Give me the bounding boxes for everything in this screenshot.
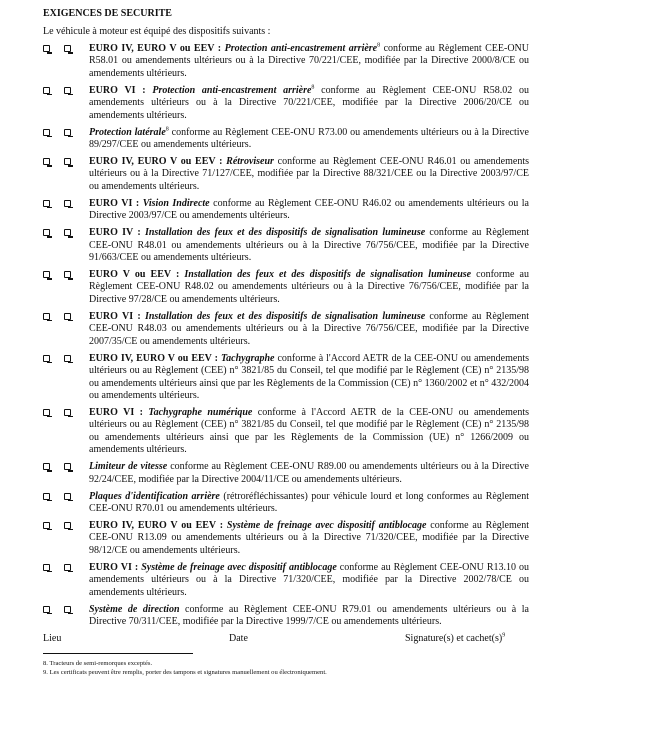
requirement-text (89, 562, 529, 599)
section-title: EXIGENCES DE SECURITE (43, 8, 172, 19)
checkbox-group (43, 127, 89, 152)
regulation-text: conforme au Règlement CEE-ONU R79.01 ou amendements ultérieurs ou à la Directive 70/311/CEE, modifiée par la Directive 1999/7/CE ou amendements ultérieurs. (89, 603, 529, 627)
requirement-text (89, 520, 529, 557)
regulation-text: conforme au Règlement CEE-ONU R13.09 ou amendements ultérieurs ou à la Directive 71/320/CEE, modifiée par la Directive 98/12/CE ou amendements ultérieurs. (89, 519, 529, 556)
footnote-8: 8. Tracteurs de semi-remorques exceptés. (43, 660, 153, 667)
euro-class: EURO VI : (89, 197, 143, 209)
checkbox-icon[interactable] (43, 409, 50, 416)
requirement-text (89, 127, 529, 152)
device-name: Vision Indirecte (142, 197, 210, 209)
euro-class: EURO VI : (89, 561, 142, 573)
requirement-item (43, 43, 529, 80)
requirement-item (43, 604, 529, 629)
checkbox-group (43, 198, 89, 223)
device-name: Rétroviseur (226, 156, 274, 168)
signature-label: Signature(s) et $cachet(s)^9$ (405, 632, 506, 644)
checkbox-icon[interactable] (43, 463, 50, 470)
euro-class: EURO IV, EURO V ou EEV : (89, 519, 227, 531)
device-name: Limiteur de vitesse (89, 461, 168, 473)
device-name: Plaques d'identification arrière (89, 490, 220, 502)
document-page (43, 8, 529, 645)
checkbox-icon[interactable] (64, 463, 71, 470)
requirement-item (43, 461, 529, 486)
requirement-item (43, 156, 529, 193)
euro-class: EURO VI : (89, 310, 145, 322)
checkbox-icon[interactable] (64, 355, 71, 362)
euro-class: EURO V ou EEV : (89, 269, 185, 281)
checkbox-icon[interactable] (43, 493, 50, 500)
device-name: Tachygraphe (220, 352, 275, 364)
checkbox-icon[interactable] (64, 87, 71, 94)
euro-class: EURO VI : (89, 84, 153, 96)
signature-row (43, 633, 529, 645)
device-name: Installation des feux et des dispositifs de signalisation lumineuse (144, 227, 426, 239)
checkbox-group (43, 491, 89, 516)
regulation-text: conforme au Règlement CEE-ONU R13.10 ou amendements ultérieurs ou à la Directive 71/320/CEE, modifiée par la Directive 2002/78/CE ou amendements ultérieurs. (89, 561, 529, 598)
regulation-text: (rétroréfléchissantes) pour véhicule lourd et long conformes au Règlement CEE-ONU R70.01 ou amendements ultérieurs. (89, 490, 530, 514)
regulation-text: conforme au Règlement CEE-ONU R48.02 ou amendements ultérieurs ou à la Directive 76/756/CEE, modifiée par la Directive 97/28/CE ou amendements ultérieurs. (89, 269, 529, 305)
place-label: Lieu (43, 632, 62, 644)
requirement-item (43, 311, 529, 348)
checkbox-group (43, 562, 89, 599)
device-name: Système de freinage avec dispositif antiblocage (141, 561, 337, 573)
checkbox-icon[interactable] (43, 313, 50, 320)
requirement-item (43, 227, 529, 264)
checkbox-group (43, 461, 89, 486)
regulation-text: conforme à l'Accord AETR de la CEE-ONU ou amendements ultérieurs ou au Règlement (CEE) n° 3821/85 du Conseil, tel que modifié par le Règlement (CE) n° 2135/98 ou amendements ultérieurs ainsi que par les Règlements de la Commission (UE) n° 1266/2009 ou amendements ultérieurs. (89, 406, 529, 456)
device-name: Système de freinage avec dispositif antiblocage (226, 519, 427, 531)
regulation-text: conforme au Règlement CEE-ONU R48.03 ou amendements ultérieurs ou à la Directive 76/756/CEE, modifiée par la Directive 2007/35/CE ou amendements ultérieurs. (89, 310, 530, 347)
device-name: Protection anti-encastrement arrière (224, 43, 378, 54)
regulation-text: conforme au Règlement CEE-ONU R73.00 ou amendements ultérieurs ou à la Directive 89/297/CEE ou amendements ultérieurs. (89, 126, 529, 151)
checkbox-icon[interactable] (43, 229, 50, 236)
euro-class: EURO IV : (89, 227, 145, 239)
checkbox-icon[interactable] (64, 606, 71, 613)
requirement-text (89, 198, 529, 223)
euro-class: EURO IV, EURO V ou EEV : (89, 156, 227, 168)
checkbox-group (43, 353, 89, 403)
device-name: Installation des feux et des dispositifs de signalisation lumineuse (144, 310, 426, 322)
footnote-ref: 8 (165, 126, 169, 133)
checkbox-group (43, 311, 89, 348)
euro-class: EURO IV, EURO V ou EEV : (89, 43, 225, 54)
checkbox-icon[interactable] (43, 45, 50, 52)
checkbox-icon[interactable] (43, 564, 50, 571)
footnote-divider (43, 653, 193, 654)
checkbox-group (43, 85, 89, 122)
requirement-item (43, 520, 529, 557)
checkbox-group (43, 43, 89, 80)
requirement-text (89, 227, 529, 264)
requirement-text (89, 461, 529, 486)
regulation-text: conforme à l'Accord AETR de la CEE-ONU ou amendements ultérieurs ou au Règlement (CEE) n° 3821/85 du Conseil, tel que modifié par le Règlement (CE) n° 2135/98 ou amendements ultérieurs ainsi que par les Règlements de la Commission (CE) n° 1360/2002 et n° 432/2004 ou amendements ultérieurs. (89, 352, 529, 401)
regulation-text: conforme au Règlement CEE-ONU R46.02 ou amendements ultérieurs ou la Directive 2003/97/CE ou amendements ultérieurs. (89, 197, 529, 222)
footnote-ref: 8 (377, 42, 381, 49)
regulation-text: conforme au Règlement CEE-ONU R58.01 ou amendements ultérieurs ou à la Directive 70/221/CEE, modifiée par la Directive 2000/8/CE ou amendements ultérieurs. (89, 43, 529, 79)
requirements-list (43, 43, 529, 628)
regulation-text: conforme au Règlement CEE-ONU R89.00 ou amendements ultérieurs ou à la Directive 92/24/CEE, modifiée par la Directive 2004/11/CE ou amendements ultérieurs. (89, 461, 529, 485)
requirement-item (43, 127, 529, 152)
device-name: Tachygraphe numérique (148, 406, 253, 418)
checkbox-icon[interactable] (43, 129, 50, 136)
requirement-text (89, 156, 529, 193)
requirement-item (43, 562, 529, 599)
requirement-text (89, 85, 529, 122)
regulation-text: conforme au Règlement CEE-ONU R46.01 ou amendements ultérieurs ou à la Directive 71/127/CEE, modifiée par la Directive 88/321/CEE ou la Directive 2003/97/CE ou amendements ultérieurs. (89, 156, 529, 192)
checkbox-icon[interactable] (64, 158, 71, 165)
footnote-9: 9. Les certificats peuvent être remplis, porter des tampons et signatures manuellement ou électroniquement. (43, 669, 327, 676)
euro-class: EURO IV, EURO V ou EEV : (89, 352, 221, 364)
checkbox-icon[interactable] (43, 87, 50, 94)
requirement-text (89, 311, 529, 348)
device-name: Protection latérale (89, 126, 166, 138)
checkbox-icon[interactable] (64, 564, 71, 571)
checkbox-icon[interactable] (64, 200, 71, 207)
requirement-text (89, 491, 529, 516)
checkbox-group (43, 407, 89, 457)
checkbox-icon[interactable] (43, 158, 50, 165)
checkbox-icon[interactable] (64, 493, 71, 500)
requirement-item (43, 198, 529, 223)
regulation-text: conforme au Règlement CEE-ONU R58.02 ou amendements ultérieurs ou à la Directive 70/221/CEE, modifiée par la Directive 2006/20/CE ou amendements ultérieurs. (89, 84, 529, 121)
checkbox-icon[interactable] (64, 522, 71, 529)
checkbox-group (43, 227, 89, 264)
intro-text: Le véhicule à moteur est équipé des dispositifs suivants : (43, 26, 271, 37)
checkbox-icon[interactable] (43, 606, 50, 613)
checkbox-group (43, 269, 89, 306)
checkbox-icon[interactable] (64, 45, 71, 52)
requirement-item (43, 407, 529, 457)
checkbox-icon[interactable] (64, 271, 71, 278)
requirement-text (89, 353, 529, 403)
requirement-text (89, 43, 529, 80)
requirement-item (43, 491, 529, 516)
checkbox-icon[interactable] (43, 200, 50, 207)
requirement-item (43, 353, 529, 403)
regulation-text: conforme au Règlement CEE-ONU R48.01 ou amendements ultérieurs ou à la Directive 76/756/CEE, modifiée par la Directive 91/663/CEE ou amendements ultérieurs. (89, 227, 530, 264)
requirement-text (89, 407, 529, 457)
checkbox-icon[interactable] (64, 229, 71, 236)
checkbox-icon[interactable] (64, 313, 71, 320)
device-name: Protection anti-encastrement arrière (152, 84, 312, 96)
device-name: Système de direction (89, 603, 180, 615)
checkbox-icon[interactable] (43, 522, 50, 529)
device-name: Installation des feux et des dispositifs de signalisation lumineuse (184, 269, 472, 281)
euro-class: EURO VI : (89, 406, 149, 418)
requirement-text (89, 269, 529, 306)
checkbox-icon[interactable] (43, 271, 50, 278)
checkbox-icon[interactable] (64, 409, 71, 416)
date-label: Date (229, 632, 248, 644)
requirement-item (43, 85, 529, 122)
checkbox-group (43, 156, 89, 193)
requirement-item (43, 269, 529, 306)
checkbox-icon[interactable] (43, 355, 50, 362)
footnote-ref: 8 (311, 84, 315, 91)
checkbox-group (43, 604, 89, 629)
requirement-text (89, 604, 529, 629)
checkbox-icon[interactable] (64, 129, 71, 136)
checkbox-group (43, 520, 89, 557)
